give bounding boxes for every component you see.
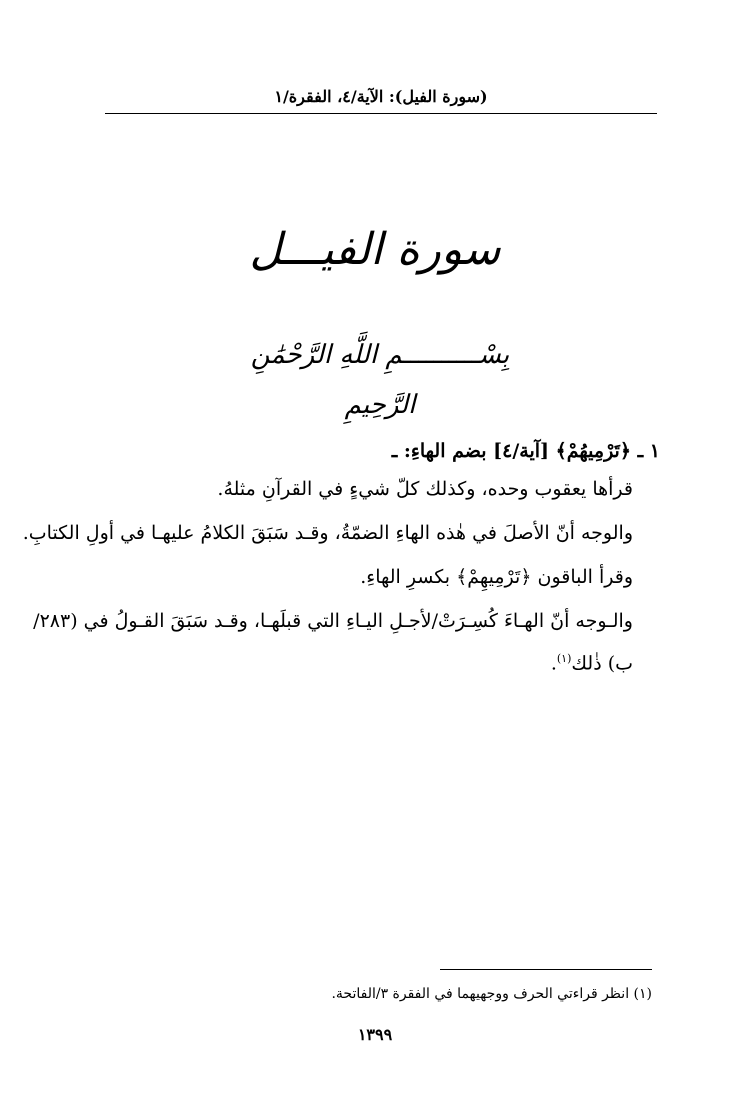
running-header: (سورة الفيل): الآية/٤، الفقرة/١ (105, 83, 657, 114)
paragraph: وقرأ الباقون ﴿تَرْمِيهِمْ﴾ بكسرِ الهاءِ. (360, 566, 633, 588)
paragraph (15, 602, 660, 682)
footnote-separator (440, 969, 652, 970)
item-heading: ١ ـ ﴿تَرْمِيهُمْ﴾ [آية/٤] بضم الهاءِ: ـ (391, 440, 660, 462)
paragraph-end: . (550, 652, 557, 675)
footnote: (١) انظر قراءتي الحرف ووجهيهما في الفقرة ٣/الفاتحة. (331, 986, 652, 1002)
basmala: بِسْــــــــــمِ اللَّهِ الرَّحْمَٰنِ الرَّحِيمِ (250, 340, 510, 420)
surah-title: سورة الفيـــل (249, 224, 501, 275)
footnote-reference: (١) (556, 652, 572, 665)
page-number: ١٣٩٩ (357, 1025, 393, 1044)
paragraph: والوجه أنّ الأصلَ في هٰذه الهاءِ الضمّةُ، وقـد سَبَقَ الكلامُ عليهـا في أولِ الكتابِ. (22, 522, 633, 544)
paragraph: قرأها يعقوب وحده، وكذلك كلّ شيءٍ في القرآنِ مثلهُ. (217, 478, 633, 500)
main-text (15, 432, 660, 682)
paragraph-text: والـوجه أنّ الهـاءَ كُسِـرَتْ/لأجـلِ اليـاءِ التي قبلَهـا، وقـد سَبَقَ القـولُ في (٢٨٣/ب) ذٰلك (33, 610, 633, 675)
